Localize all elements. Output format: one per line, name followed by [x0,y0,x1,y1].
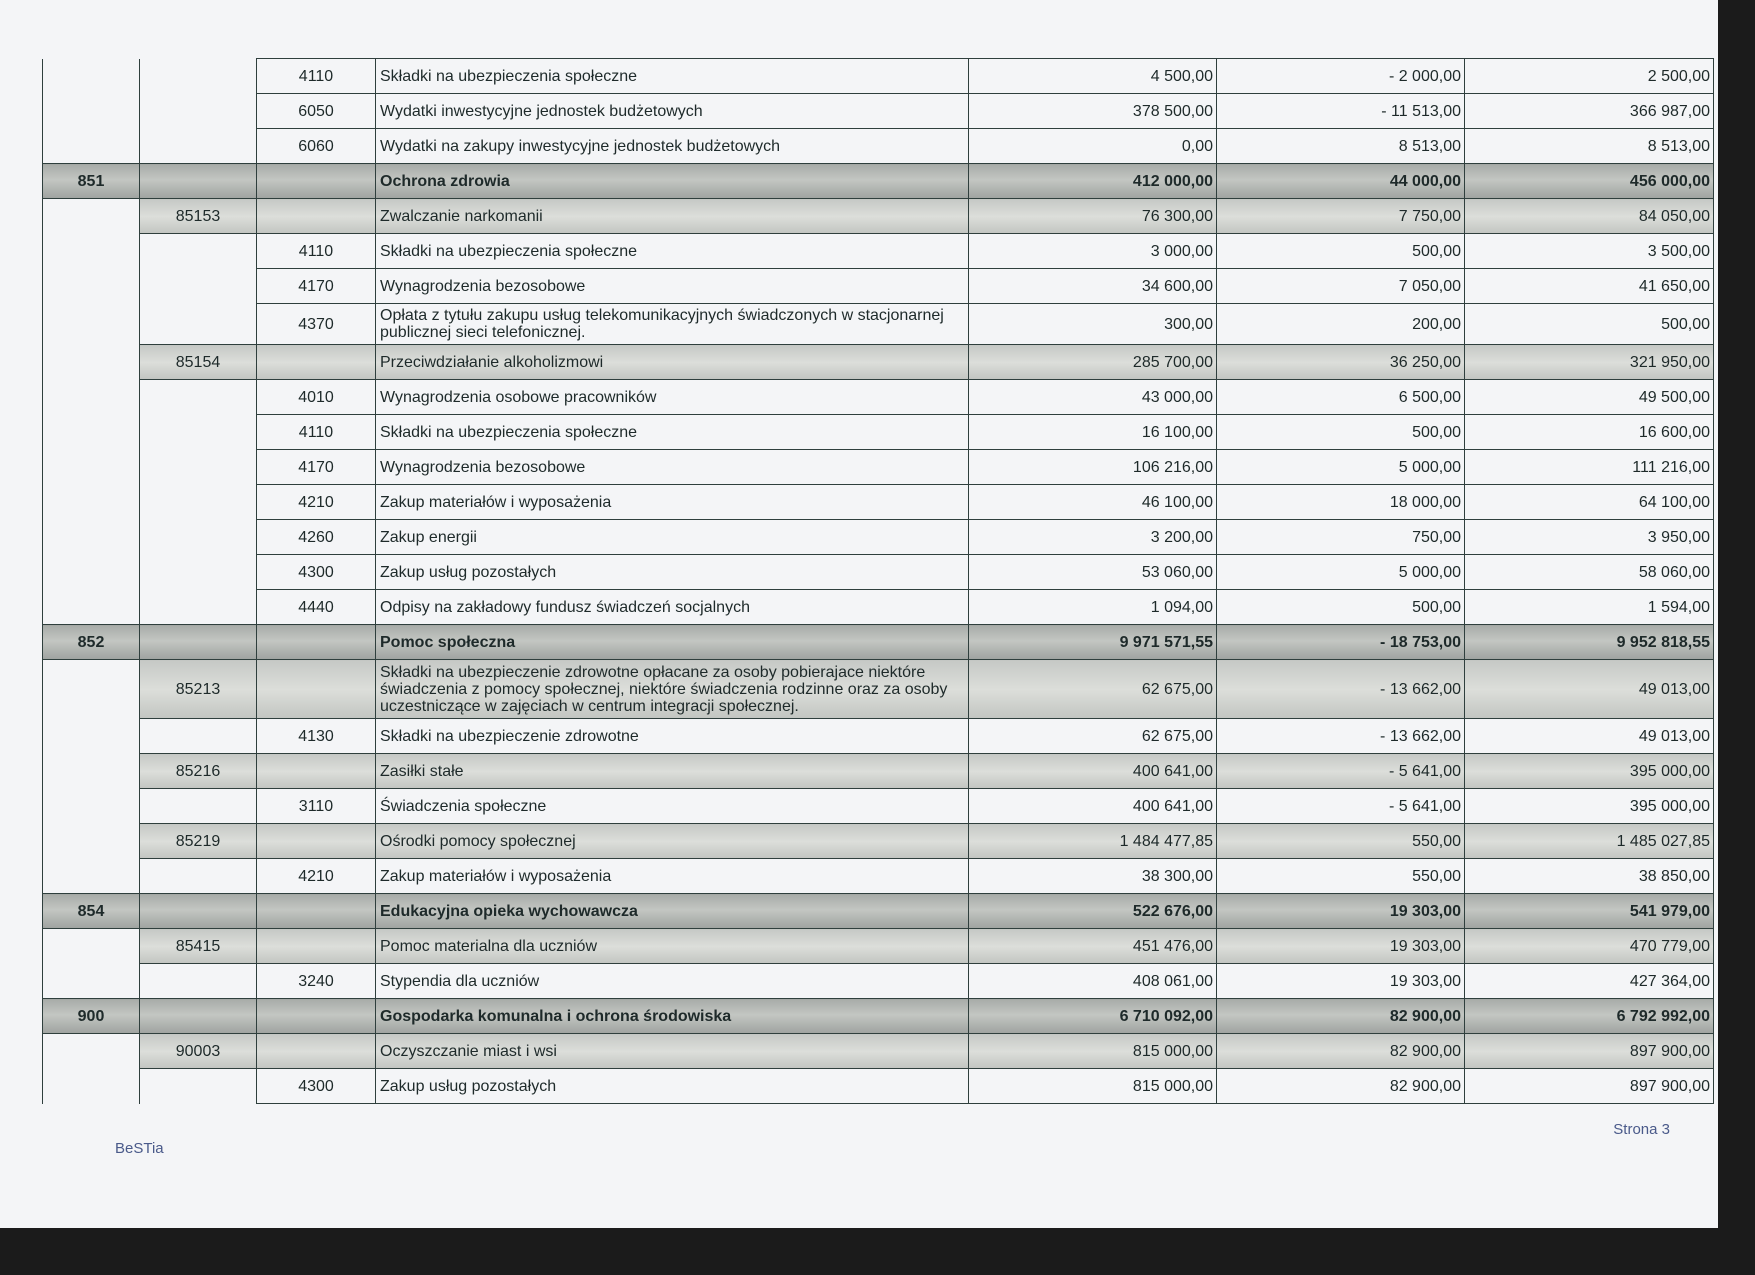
description-cell: Zakup materiałów i wyposażenia [376,859,969,894]
paragraph-code-cell [257,345,376,380]
amount-before-cell: 815 000,00 [969,1034,1217,1069]
subsection-row [43,345,1714,380]
section-code-cell [43,234,140,269]
section-code-cell [43,824,140,859]
paragraph-code-cell: 4300 [257,555,376,590]
amount-after-cell: 6 792 992,00 [1465,999,1714,1034]
table-row [43,555,1714,590]
description-cell: Zakup usług pozostałych [376,1069,969,1104]
change-amount-cell: 550,00 [1217,859,1465,894]
subsection-code-cell [140,999,257,1034]
paragraph-code-cell: 4110 [257,234,376,269]
amount-after-cell: 897 900,00 [1465,1069,1714,1104]
subsection-row [43,929,1714,964]
section-code-cell [43,345,140,380]
section-code-cell [43,754,140,789]
amount-before-cell: 62 675,00 [969,719,1217,754]
amount-before-cell: 4 500,00 [969,59,1217,94]
subsection-code-cell [140,129,257,164]
description-cell: Składki na ubezpieczenia społeczne [376,415,969,450]
subsection-code-cell: 85154 [140,345,257,380]
change-amount-cell: 82 900,00 [1217,1069,1465,1104]
paragraph-code-cell [257,625,376,660]
change-amount-cell: - 13 662,00 [1217,660,1465,719]
description-cell: Przeciwdziałanie alkoholizmowi [376,345,969,380]
subsection-code-cell [140,859,257,894]
subsection-code-cell [140,485,257,520]
description-cell: Zwalczanie narkomanii [376,199,969,234]
section-code-cell [43,380,140,415]
amount-after-cell: 16 600,00 [1465,415,1714,450]
subsection-code-cell [140,719,257,754]
section-code-cell [43,59,140,94]
subsection-code-cell [140,625,257,660]
subsection-code-cell: 85153 [140,199,257,234]
amount-after-cell: 49 013,00 [1465,719,1714,754]
change-amount-cell: - 5 641,00 [1217,754,1465,789]
amount-after-cell: 49 500,00 [1465,380,1714,415]
amount-before-cell: 76 300,00 [969,199,1217,234]
table-row [43,59,1714,94]
paragraph-code-cell: 3110 [257,789,376,824]
paragraph-code-cell: 4010 [257,380,376,415]
footer-software-name: BeSTia [115,1140,164,1157]
subsection-code-cell [140,269,257,304]
paragraph-code-cell [257,824,376,859]
amount-after-cell: 9 952 818,55 [1465,625,1714,660]
amount-after-cell: 456 000,00 [1465,164,1714,199]
subsection-code-cell [140,94,257,129]
description-cell: Wynagrodzenia bezosobowe [376,450,969,485]
amount-before-cell: 3 000,00 [969,234,1217,269]
change-amount-cell: 500,00 [1217,234,1465,269]
change-amount-cell: 7 750,00 [1217,199,1465,234]
section-code-cell [43,269,140,304]
subsection-code-cell [140,520,257,555]
section-code-cell [43,485,140,520]
description-cell: Składki na ubezpieczenie zdrowotne opłacane za osoby pobierajace niektóre świadczenia z pomocy społecznej, niektóre świadczenia rodzinne oraz za osoby uczestniczące w zajęciach w centrum integracji społecznej. [376,660,969,719]
table-row [43,129,1714,164]
subsection-row [43,660,1714,719]
section-row [43,625,1714,660]
description-cell: Gospodarka komunalna i ochrona środowiska [376,999,969,1034]
amount-after-cell: 321 950,00 [1465,345,1714,380]
section-code-cell [43,590,140,625]
paragraph-code-cell [257,199,376,234]
paragraph-code-cell: 6060 [257,129,376,164]
subsection-code-cell [140,234,257,269]
section-code-cell: 852 [43,625,140,660]
change-amount-cell: 5 000,00 [1217,555,1465,590]
table-row [43,590,1714,625]
description-cell: Ochrona zdrowia [376,164,969,199]
table-row [43,234,1714,269]
amount-after-cell: 8 513,00 [1465,129,1714,164]
amount-after-cell: 3 950,00 [1465,520,1714,555]
change-amount-cell: 8 513,00 [1217,129,1465,164]
section-code-cell [43,94,140,129]
amount-after-cell: 470 779,00 [1465,929,1714,964]
amount-before-cell: 815 000,00 [969,1069,1217,1104]
amount-before-cell: 43 000,00 [969,380,1217,415]
subsection-code-cell [140,555,257,590]
amount-after-cell: 500,00 [1465,304,1714,345]
amount-after-cell: 38 850,00 [1465,859,1714,894]
change-amount-cell: - 2 000,00 [1217,59,1465,94]
section-row [43,164,1714,199]
paragraph-code-cell [257,894,376,929]
description-cell: Składki na ubezpieczenie zdrowotne [376,719,969,754]
table-row [43,94,1714,129]
paragraph-code-cell [257,660,376,719]
paragraph-code-cell: 4440 [257,590,376,625]
amount-before-cell: 9 971 571,55 [969,625,1217,660]
paragraph-code-cell: 4130 [257,719,376,754]
change-amount-cell: - 13 662,00 [1217,719,1465,754]
amount-after-cell: 1 594,00 [1465,590,1714,625]
change-amount-cell: 6 500,00 [1217,380,1465,415]
table-row [43,789,1714,824]
section-code-cell [43,555,140,590]
subsection-code-cell: 85213 [140,660,257,719]
description-cell: Odpisy na zakładowy fundusz świadczeń socjalnych [376,590,969,625]
subsection-code-cell [140,380,257,415]
subsection-code-cell [140,894,257,929]
change-amount-cell: 18 000,00 [1217,485,1465,520]
subsection-row [43,1034,1714,1069]
amount-after-cell: 395 000,00 [1465,789,1714,824]
table-row [43,415,1714,450]
amount-after-cell: 366 987,00 [1465,94,1714,129]
paragraph-code-cell: 4110 [257,415,376,450]
description-cell: Wynagrodzenia osobowe pracowników [376,380,969,415]
change-amount-cell: 19 303,00 [1217,929,1465,964]
amount-before-cell: 6 710 092,00 [969,999,1217,1034]
amount-after-cell: 897 900,00 [1465,1034,1714,1069]
change-amount-cell: 5 000,00 [1217,450,1465,485]
description-cell: Wydatki inwestycyjne jednostek budżetowych [376,94,969,129]
amount-before-cell: 400 641,00 [969,789,1217,824]
subsection-code-cell [140,164,257,199]
amount-after-cell: 64 100,00 [1465,485,1714,520]
section-code-cell [43,129,140,164]
description-cell: Ośrodki pomocy społecznej [376,824,969,859]
paragraph-code-cell: 4170 [257,450,376,485]
change-amount-cell: 500,00 [1217,415,1465,450]
amount-before-cell: 38 300,00 [969,859,1217,894]
change-amount-cell: - 11 513,00 [1217,94,1465,129]
change-amount-cell: 82 900,00 [1217,999,1465,1034]
amount-before-cell: 400 641,00 [969,754,1217,789]
change-amount-cell: 82 900,00 [1217,1034,1465,1069]
table-row [43,1069,1714,1104]
subsection-code-cell: 85216 [140,754,257,789]
section-code-cell [43,660,140,719]
table-row [43,719,1714,754]
amount-after-cell: 41 650,00 [1465,269,1714,304]
section-row [43,894,1714,929]
amount-before-cell: 62 675,00 [969,660,1217,719]
change-amount-cell: 19 303,00 [1217,964,1465,999]
section-code-cell [43,1034,140,1069]
subsection-code-cell [140,789,257,824]
subsection-code-cell [140,964,257,999]
description-cell: Edukacyjna opieka wychowawcza [376,894,969,929]
subsection-code-cell [140,450,257,485]
subsection-row [43,824,1714,859]
amount-before-cell: 53 060,00 [969,555,1217,590]
amount-before-cell: 1 484 477,85 [969,824,1217,859]
paragraph-code-cell: 4370 [257,304,376,345]
amount-after-cell: 111 216,00 [1465,450,1714,485]
subsection-code-cell: 90003 [140,1034,257,1069]
subsection-code-cell [140,304,257,345]
amount-before-cell: 34 600,00 [969,269,1217,304]
description-cell: Zakup energii [376,520,969,555]
amount-before-cell: 1 094,00 [969,590,1217,625]
change-amount-cell: - 5 641,00 [1217,789,1465,824]
section-row [43,999,1714,1034]
change-amount-cell: - 18 753,00 [1217,625,1465,660]
amount-before-cell: 378 500,00 [969,94,1217,129]
amount-before-cell: 300,00 [969,304,1217,345]
change-amount-cell: 7 050,00 [1217,269,1465,304]
amount-after-cell: 3 500,00 [1465,234,1714,269]
amount-after-cell: 427 364,00 [1465,964,1714,999]
amount-before-cell: 412 000,00 [969,164,1217,199]
amount-after-cell: 395 000,00 [1465,754,1714,789]
section-code-cell [43,964,140,999]
description-cell: Zakup materiałów i wyposażenia [376,485,969,520]
description-cell: Składki na ubezpieczenia społeczne [376,234,969,269]
change-amount-cell: 19 303,00 [1217,894,1465,929]
section-code-cell [43,859,140,894]
subsection-code-cell [140,415,257,450]
description-cell: Wynagrodzenia bezosobowe [376,269,969,304]
amount-after-cell: 49 013,00 [1465,660,1714,719]
amount-before-cell: 106 216,00 [969,450,1217,485]
description-cell: Świadczenia społeczne [376,789,969,824]
description-cell: Pomoc materialna dla uczniów [376,929,969,964]
subsection-code-cell [140,1069,257,1104]
amount-after-cell: 2 500,00 [1465,59,1714,94]
change-amount-cell: 750,00 [1217,520,1465,555]
paragraph-code-cell: 4260 [257,520,376,555]
table-row [43,269,1714,304]
section-code-cell: 851 [43,164,140,199]
amount-before-cell: 3 200,00 [969,520,1217,555]
description-cell: Składki na ubezpieczenia społeczne [376,59,969,94]
table-row [43,520,1714,555]
section-code-cell [43,789,140,824]
description-cell: Zakup usług pozostałych [376,555,969,590]
table-row [43,450,1714,485]
subsection-code-cell [140,590,257,625]
subsection-row [43,754,1714,789]
section-code-cell [43,304,140,345]
subsection-code-cell: 85415 [140,929,257,964]
section-code-cell [43,520,140,555]
paragraph-code-cell: 4110 [257,59,376,94]
change-amount-cell: 200,00 [1217,304,1465,345]
section-code-cell [43,719,140,754]
description-cell: Wydatki na zakupy inwestycyjne jednostek budżetowych [376,129,969,164]
amount-after-cell: 58 060,00 [1465,555,1714,590]
paragraph-code-cell: 4210 [257,485,376,520]
section-code-cell [43,929,140,964]
section-code-cell [43,450,140,485]
change-amount-cell: 500,00 [1217,590,1465,625]
paragraph-code-cell: 3240 [257,964,376,999]
amount-before-cell: 451 476,00 [969,929,1217,964]
table-row [43,304,1714,345]
description-cell: Pomoc społeczna [376,625,969,660]
paragraph-code-cell [257,929,376,964]
paragraph-code-cell: 4300 [257,1069,376,1104]
change-amount-cell: 550,00 [1217,824,1465,859]
subsection-row [43,199,1714,234]
budget-table-body [43,59,1714,1104]
change-amount-cell: 36 250,00 [1217,345,1465,380]
subsection-code-cell: 85219 [140,824,257,859]
table-row [43,964,1714,999]
change-amount-cell: 44 000,00 [1217,164,1465,199]
paragraph-code-cell [257,164,376,199]
section-code-cell [43,199,140,234]
amount-before-cell: 285 700,00 [969,345,1217,380]
paragraph-code-cell [257,1034,376,1069]
amount-before-cell: 408 061,00 [969,964,1217,999]
amount-before-cell: 522 676,00 [969,894,1217,929]
description-cell: Opłata z tytułu zakupu usług telekomunikacyjnych świadczonych w stacjonarnej publicznej sieci telefonicznej. [376,304,969,345]
amount-before-cell: 46 100,00 [969,485,1217,520]
section-code-cell [43,1069,140,1104]
amount-before-cell: 0,00 [969,129,1217,164]
paragraph-code-cell [257,754,376,789]
section-code-cell: 854 [43,894,140,929]
paragraph-code-cell: 4170 [257,269,376,304]
table-row [43,380,1714,415]
description-cell: Oczyszczanie miast i wsi [376,1034,969,1069]
amount-after-cell: 84 050,00 [1465,199,1714,234]
paragraph-code-cell: 4210 [257,859,376,894]
amount-before-cell: 16 100,00 [969,415,1217,450]
table-row [43,485,1714,520]
section-code-cell: 900 [43,999,140,1034]
table-row [43,859,1714,894]
section-code-cell [43,415,140,450]
paragraph-code-cell: 6050 [257,94,376,129]
subsection-code-cell [140,59,257,94]
description-cell: Stypendia dla uczniów [376,964,969,999]
paragraph-code-cell [257,999,376,1034]
description-cell: Zasiłki stałe [376,754,969,789]
amount-after-cell: 541 979,00 [1465,894,1714,929]
page-number: Strona 3 [1613,1121,1670,1138]
amount-after-cell: 1 485 027,85 [1465,824,1714,859]
budget-table [42,58,1714,1104]
